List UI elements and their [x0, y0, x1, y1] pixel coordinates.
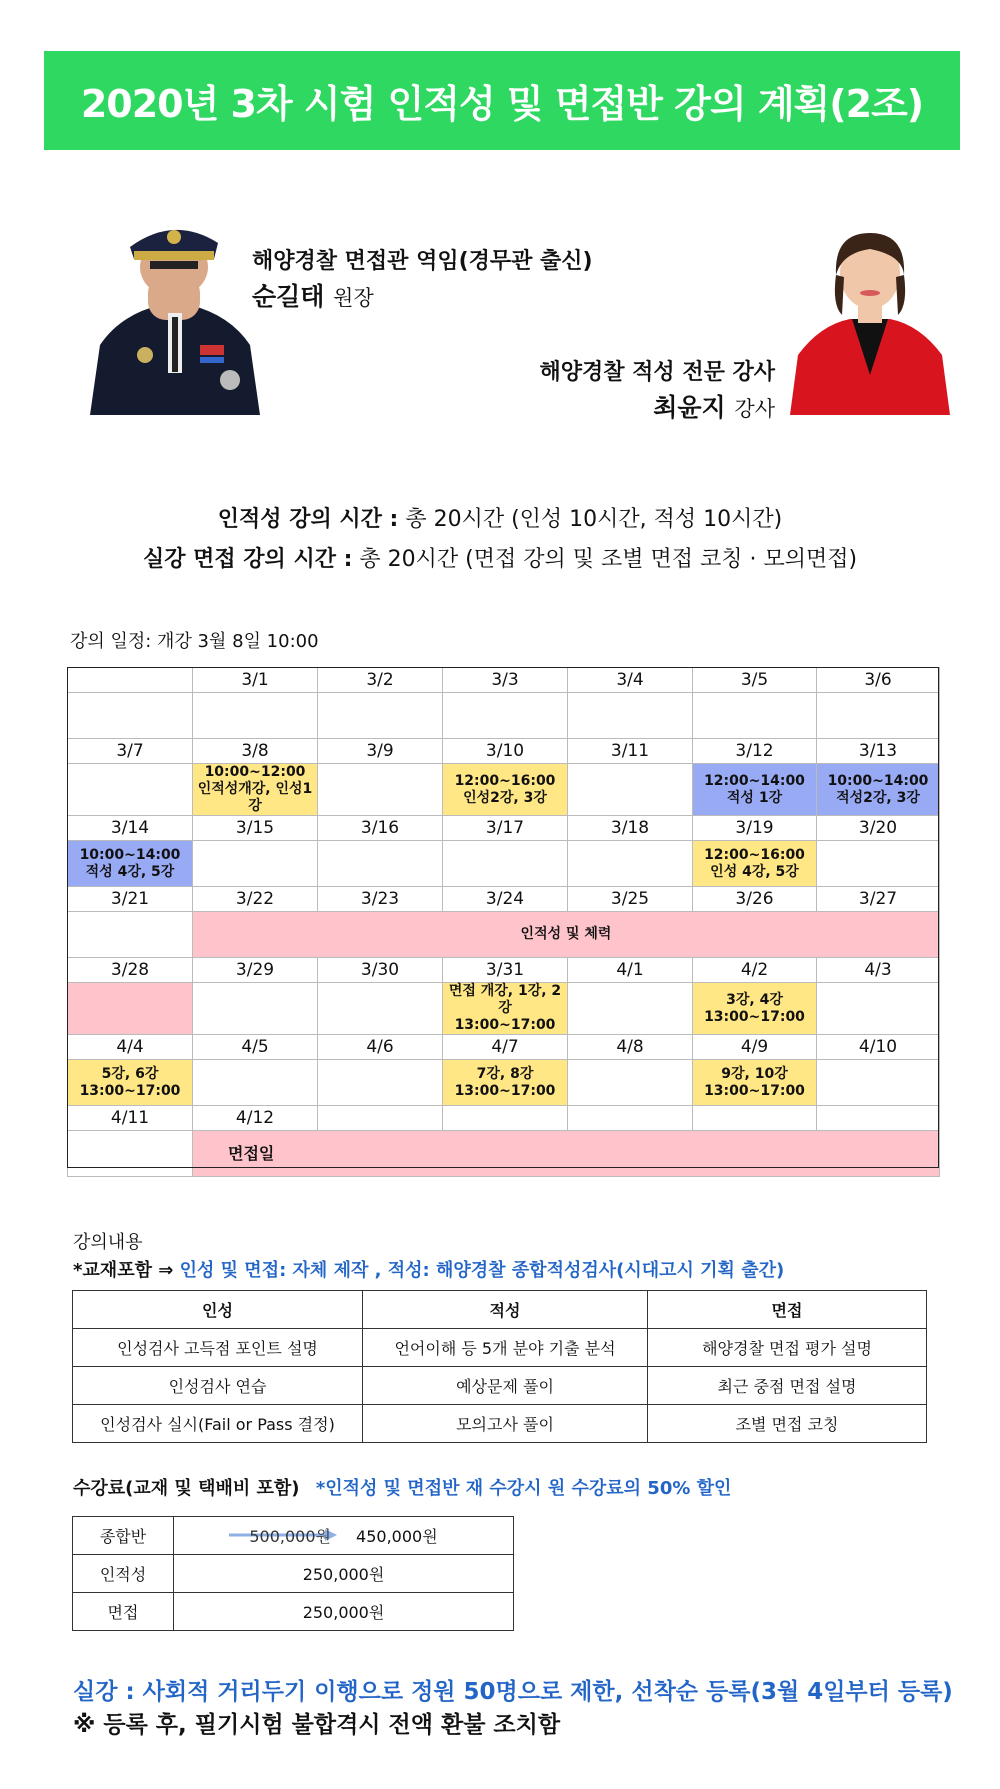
- calendar-date-row: [68, 739, 940, 764]
- calendar-date: 3/7: [68, 739, 193, 764]
- calendar-event-line: 13:00~17:00: [79, 1082, 181, 1099]
- calendar-event-line: 12:00~16:00: [704, 846, 805, 863]
- calendar-event-line: 인성2강, 3강: [463, 789, 547, 806]
- calendar-date: 3/16: [318, 816, 443, 841]
- calendar-event: [318, 983, 443, 1035]
- calendar-date-row: [68, 816, 940, 841]
- calendar-event-row: [68, 764, 940, 816]
- calendar-event: [68, 912, 193, 958]
- calendar-date: 3/29: [193, 958, 318, 983]
- fee-old-price: [249, 1524, 331, 1547]
- calendar-event: [693, 764, 817, 816]
- calendar-event-row: [68, 1060, 940, 1106]
- calendar-event-line: 인적성개강, 인성1강: [197, 781, 313, 814]
- calendar-event-line: 13:00~17:00: [704, 1008, 805, 1025]
- calendar-event-row: [68, 983, 940, 1035]
- table-cell: 인성검사 고득점 포인트 설명: [73, 1329, 363, 1367]
- calendar-event: [817, 983, 940, 1035]
- fee-old-price-text: 500,000원: [249, 1527, 331, 1546]
- calendar-date: 4/5: [193, 1035, 318, 1060]
- calendar-date: 3/11: [568, 739, 693, 764]
- fee-heading: [73, 1474, 731, 1500]
- content-header-row: [73, 1291, 927, 1329]
- interview-hours: [0, 542, 1000, 573]
- calendar-event-line: 13:00~17:00: [454, 1082, 556, 1099]
- content-label: 강의내용: [73, 1232, 143, 1253]
- calendar-date: 3/5: [693, 668, 817, 693]
- calendar-date: 3/12: [693, 739, 817, 764]
- calendar-event-line: 3강, 4강: [726, 991, 783, 1008]
- calendar-date: [318, 1106, 443, 1131]
- aptitude-hours: [0, 502, 1000, 533]
- fee-row: [73, 1517, 514, 1555]
- calendar-date: 3/24: [443, 887, 568, 912]
- calendar-event-line: 12:00~16:00: [454, 772, 556, 789]
- calendar-event-line: 10:00~14:00: [79, 846, 181, 863]
- table-row: [73, 1329, 927, 1367]
- calendar-date: 3/20: [817, 816, 940, 841]
- table-row: [73, 1367, 927, 1405]
- fee-price-cell: [174, 1517, 514, 1555]
- calendar-event: [68, 841, 193, 887]
- calendar-event: [193, 1060, 318, 1106]
- calendar-date: 3/1: [193, 668, 318, 693]
- calendar-event: [68, 693, 193, 739]
- fee-discount-note: *인적성 및 면접반 재 수강시 원 수강료의 50% 할인: [315, 1478, 732, 1499]
- calendar-date: 3/21: [68, 887, 193, 912]
- fee-price: 450,000원: [356, 1527, 438, 1546]
- page-title: 2020년 3차 시험 인적성 및 면접반 강의 계획(2조): [80, 82, 924, 126]
- calendar-event: [193, 983, 318, 1035]
- calendar-event: [443, 693, 568, 739]
- table-cell: 인성검사 실시(Fail or Pass 결정): [73, 1405, 363, 1443]
- schedule-calendar: [67, 667, 940, 1177]
- table-cell: 예상문제 풀이: [363, 1367, 648, 1405]
- fee-table: [72, 1516, 514, 1631]
- calendar-date: 3/31: [443, 958, 568, 983]
- content-header-personality: 인성: [73, 1291, 363, 1329]
- calendar-event: [817, 693, 940, 739]
- calendar-date: 4/9: [693, 1035, 817, 1060]
- material-text: 인성 및 면접: 자체 제작 , 적성: 해양경찰 종합적성검사(시대고시 기획 출간): [179, 1260, 785, 1281]
- calendar-event: [193, 764, 318, 816]
- calendar-event: [318, 841, 443, 887]
- material-note: [73, 1256, 784, 1282]
- calendar-date: 3/27: [817, 887, 940, 912]
- content-header-aptitude: 적성: [363, 1291, 648, 1329]
- interview-hours-label: 실강 면접 강의 시간 :: [142, 547, 353, 572]
- calendar-date: 4/10: [817, 1035, 940, 1060]
- calendar-event-line: 10:00~12:00: [204, 764, 306, 780]
- calendar-event-line: 인성 4강, 5강: [710, 863, 799, 880]
- calendar-date: 3/9: [318, 739, 443, 764]
- calendar-date: 3/23: [318, 887, 443, 912]
- fee-price: 250,000원: [174, 1593, 514, 1631]
- calendar-event: [568, 693, 693, 739]
- table-cell: 모의고사 풀이: [363, 1405, 648, 1443]
- fee-name: 종합반: [73, 1517, 174, 1555]
- calendar-event: [443, 1060, 568, 1106]
- calendar-date-row: [68, 1035, 940, 1060]
- calendar-date: 4/3: [817, 958, 940, 983]
- calendar-event: [568, 764, 693, 816]
- material-prefix: *교재포함 ⇒: [73, 1260, 174, 1281]
- fee-name: 인적성: [73, 1555, 174, 1593]
- instructor-1: [252, 244, 593, 313]
- table-cell: 인성검사 연습: [73, 1367, 363, 1405]
- calendar-event: [68, 1131, 193, 1177]
- calendar-date: 3/4: [568, 668, 693, 693]
- calendar-date-row: [68, 668, 940, 693]
- fee-price: 250,000원: [174, 1555, 514, 1593]
- calendar-event: [693, 983, 817, 1035]
- calendar-event-row: [68, 912, 940, 958]
- table-cell: 언어이해 등 5개 분야 기출 분석: [363, 1329, 648, 1367]
- calendar-event: [817, 764, 940, 816]
- instructor-1-title: 원장: [333, 286, 374, 310]
- calendar-date: 3/6: [817, 668, 940, 693]
- calendar-event: [568, 841, 693, 887]
- calendar-event: [193, 841, 318, 887]
- schedule-label: 강의 일정: 개강 3월 8일 10:00: [70, 631, 319, 652]
- calendar-date: 3/26: [693, 887, 817, 912]
- calendar-event: [693, 841, 817, 887]
- notice-capacity: 실강 : 사회적 거리두기 이행으로 정원 50명으로 제한, 선착순 등록(3월 4일부터 등록): [73, 1679, 953, 1705]
- calendar-event: [68, 764, 193, 816]
- fee-row: [73, 1593, 514, 1631]
- calendar-event-line: 적성2강, 3강: [836, 789, 920, 806]
- calendar-date: [68, 668, 193, 693]
- calendar-event: [318, 693, 443, 739]
- calendar-event-row: [68, 841, 940, 887]
- calendar-event-line: 적성 1강: [726, 789, 783, 806]
- calendar-date: 3/14: [68, 816, 193, 841]
- calendar-date: 3/17: [443, 816, 568, 841]
- calendar-date: 3/15: [193, 816, 318, 841]
- calendar-date: [693, 1106, 817, 1131]
- calendar-date: [443, 1106, 568, 1131]
- calendar-date: 4/12: [193, 1106, 318, 1131]
- content-table: [72, 1290, 927, 1443]
- calendar-date: [568, 1106, 693, 1131]
- calendar-event: [318, 764, 443, 816]
- calendar-event: [817, 841, 940, 887]
- aptitude-hours-text: 총 20시간 (인성 10시간, 적성 10시간): [405, 507, 783, 532]
- calendar-event-line: 9강, 10강: [721, 1065, 788, 1082]
- calendar-event-line: 5강, 6강: [101, 1065, 159, 1082]
- calendar-event: [693, 693, 817, 739]
- table-row: [73, 1405, 927, 1443]
- fee-row: [73, 1555, 514, 1593]
- fee-label: 수강료(교재 및 택배비 포함): [73, 1478, 300, 1499]
- instructor-2: [540, 355, 776, 424]
- calendar-event-line: 13:00~17:00: [454, 1017, 556, 1033]
- instructor-2-role: 해양경찰 적성 전문 강사: [539, 360, 775, 385]
- calendar-date: 3/2: [318, 668, 443, 693]
- calendar-event-line: 13:00~17:00: [704, 1082, 805, 1099]
- calendar-date: [817, 1106, 940, 1131]
- fee-name: 면접: [73, 1593, 174, 1631]
- calendar-date: 3/8: [193, 739, 318, 764]
- table-cell: 해양경찰 면접 평가 설명: [648, 1329, 927, 1367]
- calendar-event: [68, 983, 193, 1035]
- calendar-date: 3/19: [693, 816, 817, 841]
- calendar-date: 4/2: [693, 958, 817, 983]
- instructor-photo-2: [790, 215, 950, 415]
- table-cell: 조별 면접 코칭: [648, 1405, 927, 1443]
- aptitude-hours-label: 인적성 강의 시간 :: [217, 507, 399, 532]
- instructor-2-title: 강사: [734, 397, 775, 421]
- calendar-event: [443, 764, 568, 816]
- calendar-date: 4/1: [568, 958, 693, 983]
- calendar-event: [568, 1060, 693, 1106]
- calendar-event: [443, 983, 568, 1035]
- calendar-event-line: 10:00~14:00: [827, 772, 929, 789]
- calendar-date-row: [68, 1106, 940, 1131]
- title-banner: [44, 51, 960, 150]
- calendar-event-row: [68, 693, 940, 739]
- table-cell: 최근 중점 면접 설명: [648, 1367, 927, 1405]
- instructor-photo-1: [90, 205, 260, 415]
- calendar-date: 4/6: [318, 1035, 443, 1060]
- calendar-event: [443, 841, 568, 887]
- calendar-date-row: [68, 887, 940, 912]
- instructor-2-name: 최윤지: [653, 393, 726, 422]
- calendar-event: [318, 1060, 443, 1106]
- calendar-event-line: 적성 4강, 5강: [85, 863, 175, 880]
- calendar-date: 4/7: [443, 1035, 568, 1060]
- interview-hours-text: 총 20시간 (면접 강의 및 조별 면접 코칭 · 모의면접): [359, 547, 858, 572]
- calendar-date: 3/22: [193, 887, 318, 912]
- notice-refund: ※ 등록 후, 필기시험 불합격시 전액 환불 조치함: [73, 1712, 561, 1738]
- calendar-event-line: 면접 개강, 1강, 2강: [448, 983, 562, 1016]
- content-header-interview: 면접: [648, 1291, 927, 1329]
- calendar-event: [68, 1060, 193, 1106]
- calendar-date: 3/25: [568, 887, 693, 912]
- calendar-date: 3/3: [443, 668, 568, 693]
- calendar-event-line: 12:00~14:00: [704, 772, 805, 789]
- calendar-date: 4/4: [68, 1035, 193, 1060]
- interview-day-event: 면접일: [193, 1131, 940, 1177]
- calendar-date: 3/13: [817, 739, 940, 764]
- calendar-date: 3/30: [318, 958, 443, 983]
- calendar-event: [193, 693, 318, 739]
- calendar-event: [817, 1060, 940, 1106]
- instructor-1-name: 순길태: [252, 282, 325, 311]
- calendar-event: [568, 983, 693, 1035]
- calendar-date: 4/8: [568, 1035, 693, 1060]
- instructor-1-role: 해양경찰 면접관 역임(경무관 출신): [252, 249, 593, 274]
- calendar-date-row: [68, 958, 940, 983]
- calendar-date: 3/18: [568, 816, 693, 841]
- calendar-date: 3/10: [443, 739, 568, 764]
- calendar-event-line: 7강, 8강: [476, 1065, 534, 1082]
- calendar-date: 3/28: [68, 958, 193, 983]
- calendar-event-row: [68, 1131, 940, 1177]
- calendar-date: 4/11: [68, 1106, 193, 1131]
- calendar-event: [693, 1060, 817, 1106]
- aptitude-fitness-event: 인적성 및 체력: [193, 912, 940, 958]
